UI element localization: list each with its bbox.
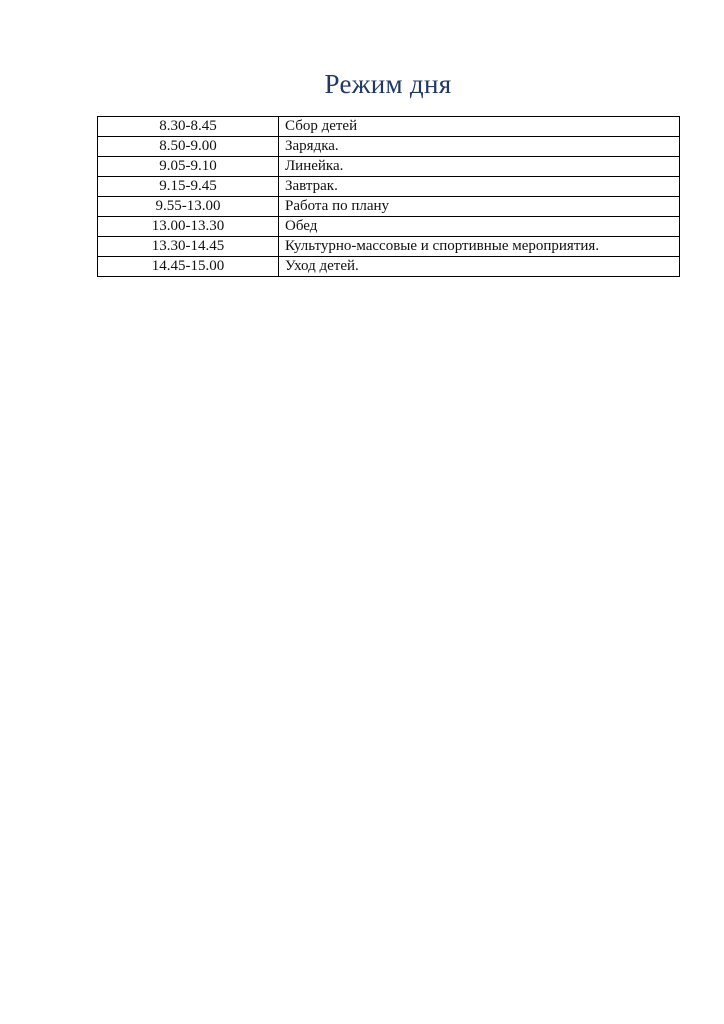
- activity-cell: Зарядка.: [279, 137, 680, 157]
- time-cell: 13.00-13.30: [98, 217, 279, 237]
- activity-cell: Завтрак.: [279, 177, 680, 197]
- activity-cell: Работа по плану: [279, 197, 680, 217]
- table-row: [98, 177, 680, 197]
- table-row: [98, 217, 680, 237]
- table-row: [98, 117, 680, 137]
- table-row: [98, 157, 680, 177]
- activity-cell: Культурно-массовые и спортивные мероприятия.: [279, 237, 680, 257]
- schedule-table: [97, 116, 680, 277]
- table-row: [98, 237, 680, 257]
- activity-cell: Линейка.: [279, 157, 680, 177]
- table-row: [98, 197, 680, 217]
- time-cell: 9.55-13.00: [98, 197, 279, 217]
- time-cell: 8.50-9.00: [98, 137, 279, 157]
- activity-cell: Уход детей.: [279, 257, 680, 277]
- activity-cell: Обед: [279, 217, 680, 237]
- table-row: [98, 257, 680, 277]
- table-row: [98, 137, 680, 157]
- time-cell: 9.05-9.10: [98, 157, 279, 177]
- time-cell: 8.30-8.45: [98, 117, 279, 137]
- page-title: Режим дня: [324, 69, 452, 99]
- time-cell: 13.30-14.45: [98, 237, 279, 257]
- time-cell: 9.15-9.45: [98, 177, 279, 197]
- activity-cell: Сбор детей: [279, 117, 680, 137]
- time-cell: 14.45-15.00: [98, 257, 279, 277]
